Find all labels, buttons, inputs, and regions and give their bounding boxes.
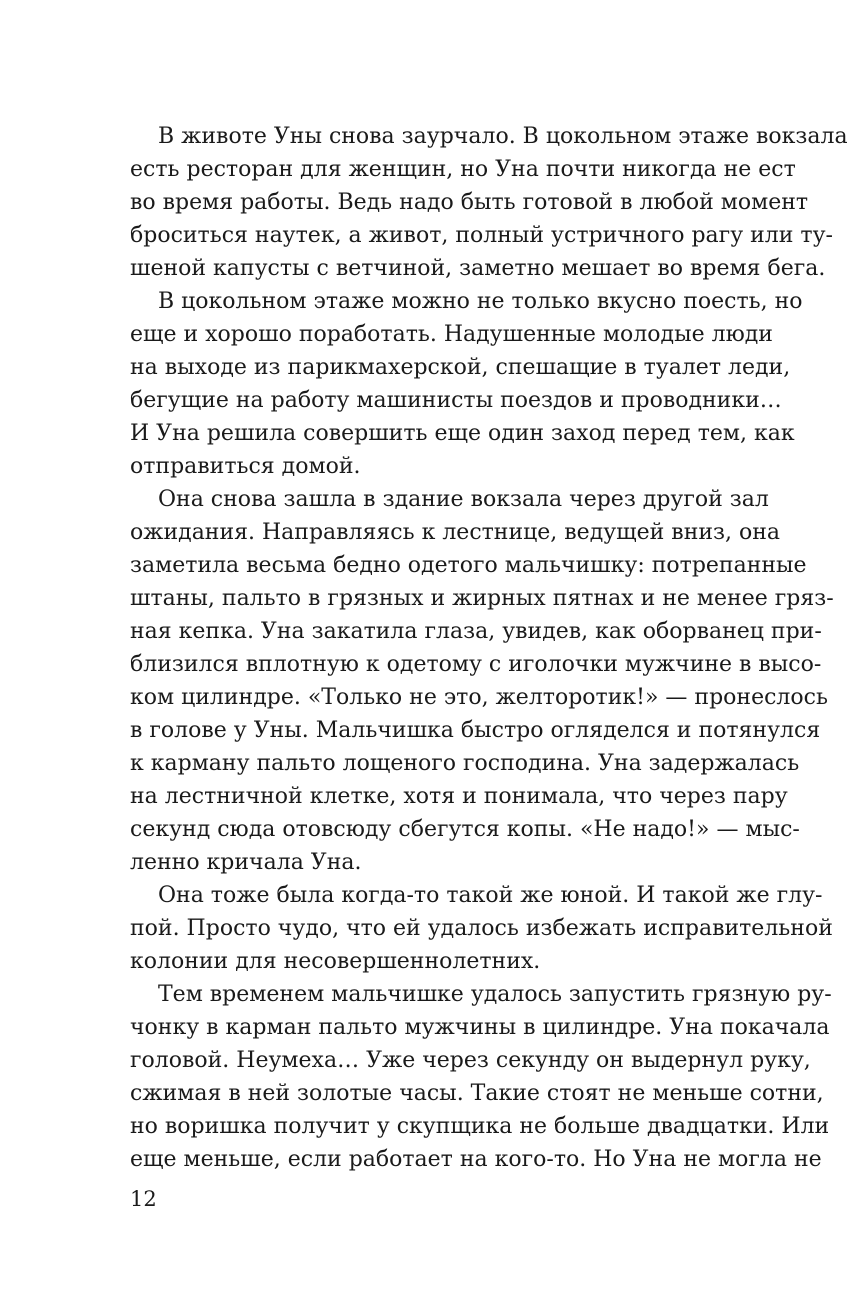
- text-line: еще и хорошо поработать. Надушенные молодые люди: [130, 322, 773, 347]
- text-line: пой. Просто чудо, что ей удалось избежать исправительной: [130, 916, 833, 941]
- text-line: Тем временем мальчишке удалось запустить грязную ру-: [158, 982, 832, 1007]
- text-line: головой. Неумеха… Уже через секунду он выдернул руку,: [130, 1048, 811, 1073]
- text-line: Она снова зашла в здание вокзала через другой зал: [158, 487, 769, 512]
- text-line: ком цилиндре. «Только не это, желторотик!» — пронеслось: [130, 685, 828, 710]
- text-line: на лестничной клетке, хотя и понимала, что через пару: [130, 784, 788, 809]
- text-line: штаны, пальто в грязных и жирных пятнах и не менее гряз-: [130, 586, 834, 611]
- text-line: но воришка получит у скупщика не больше двадцатки. Или: [130, 1114, 830, 1139]
- text-line: в голове у Уны. Мальчишка быстро огляделся и потянулся: [130, 718, 821, 743]
- text-line: шеной капусты с ветчиной, заметно мешает во время бега.: [130, 256, 826, 281]
- text-line: еще меньше, если работает на кого-то. Но Уна не могла не: [130, 1147, 822, 1172]
- text-line: ленно кричала Уна.: [130, 850, 362, 875]
- text-line: В цокольном этаже можно не только вкусно поесть, но: [158, 289, 803, 314]
- text-line: В животе Уны снова заурчало. В цокольном этаже вокзала: [158, 124, 848, 149]
- text-line: ная кепка. Уна закатила глаза, увидев, как оборванец при-: [130, 619, 822, 644]
- text-line: Она тоже была когда-то такой же юной. И такой же глу-: [158, 883, 823, 908]
- text-line: во время работы. Ведь надо быть готовой в любой момент: [130, 190, 809, 215]
- text-line: есть ресторан для женщин, но Уна почти никогда не ест: [130, 157, 796, 182]
- text-line: к карману пальто лощеного господина. Уна задержалась: [130, 751, 800, 776]
- text-line: броситься наутек, а живот, полный устричного рагу или ту-: [130, 223, 833, 248]
- body-text: [130, 120, 848, 1176]
- text-line: близился вплотную к одетому с иголочки мужчине в высо-: [130, 652, 822, 677]
- text-line: И Уна решила совершить еще один заход перед тем, как: [130, 421, 795, 446]
- page-number: 12: [130, 1187, 157, 1211]
- text-line: сжимая в ней золотые часы. Такие стоят не меньше сотни,: [130, 1081, 824, 1106]
- text-line: ожидания. Направляясь к лестнице, ведущей вниз, она: [130, 520, 781, 545]
- text-line: колонии для несовершеннолетних.: [130, 949, 541, 974]
- text-line: на выходе из парикмахерской, спешащие в туалет леди,: [130, 355, 791, 380]
- text-line: отправиться домой.: [130, 454, 361, 479]
- text-line: чонку в карман пальто мужчины в цилиндре. Уна покачала: [130, 1015, 830, 1040]
- text-line: секунд сюда отовсюду сбегутся копы. «Не надо!» — мыс-: [130, 817, 800, 842]
- text-line: заметила весьма бедно одетого мальчишку: потрепанные: [130, 553, 807, 578]
- text-line: бегущие на работу машинисты поездов и проводники…: [130, 388, 782, 413]
